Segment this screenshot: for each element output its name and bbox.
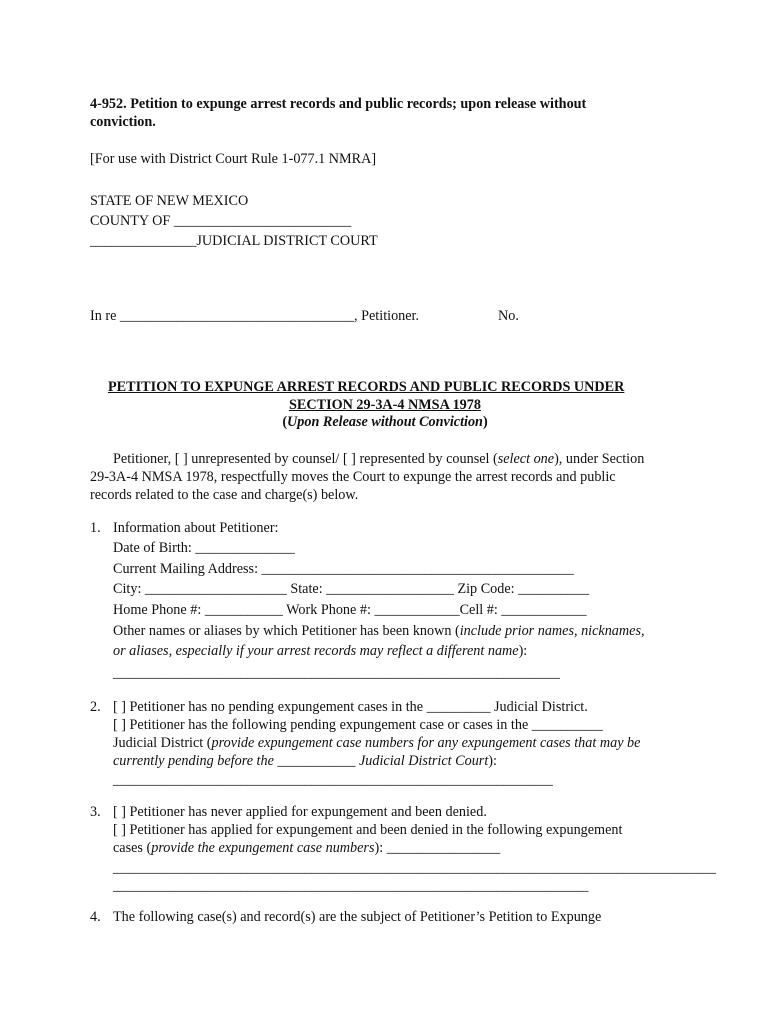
- rule-note: [For use with District Court Rule 1-077.1 NMRA]: [90, 151, 377, 167]
- in-re-line: In re _________________________________, Petitioner.: [90, 308, 420, 324]
- section4-number: 4.: [90, 909, 101, 925]
- city-state-zip-field: City: ____________________ State: __________________ Zip Code: __________: [113, 581, 590, 597]
- section3-line3: cases (provide the expungement case numbers): ________________: [113, 840, 501, 856]
- aliases-blank-line: _______________________________________________________________: [113, 665, 560, 681]
- intro-line2: 29-3A-4 NMSA 1978, respectfully moves the Court to expunge the arrest records and public: [90, 469, 616, 485]
- section2-line2: [ ] Petitioner has the following pending expungement case or cases in the __________: [113, 717, 603, 733]
- petition-title-line1: PETITION TO EXPUNGE ARREST RECORDS AND PUBLIC RECORDS UNDER: [108, 379, 625, 395]
- district-line: _______________JUDICIAL DISTRICT COURT: [90, 233, 378, 249]
- form-title-line1: 4-952. Petition to expunge arrest records and public records; upon release without: [90, 96, 587, 112]
- aliases-line2: or aliases, especially if your arrest records may reflect a different name):: [113, 643, 528, 659]
- section2-line1: [ ] Petitioner has no pending expungement cases in the _________ Judicial District.: [113, 699, 588, 715]
- mailing-address-field: Current Mailing Address: ____________________________________________: [113, 561, 574, 577]
- state-line: STATE OF NEW MEXICO: [90, 193, 249, 209]
- dob-field: Date of Birth: ______________: [113, 540, 295, 556]
- section2-line3: Judicial District (provide expungement case numbers for any expungement cases that may be: [113, 735, 641, 751]
- section4-line1: The following case(s) and record(s) are the subject of Petitioner’s Petition to Expunge: [113, 909, 602, 925]
- county-line: COUNTY OF _________________________: [90, 213, 352, 229]
- petition-title-line2: SECTION 29-3A-4 NMSA 1978: [289, 397, 481, 413]
- section2-blank-line: ______________________________________________________________: [113, 772, 553, 788]
- section1-heading: Information about Petitioner:: [113, 520, 279, 536]
- section2-line4: currently pending before the ___________ Judicial District Court):: [113, 753, 497, 769]
- petition-subtitle: (Upon Release without Conviction): [282, 414, 488, 430]
- case-number-label: No.: [498, 308, 519, 324]
- section1-number: 1.: [90, 520, 101, 536]
- intro-line1: Petitioner, [ ] unrepresented by counsel/ [ ] represented by counsel (select one), under Section: [113, 451, 645, 467]
- section3-blank-line2: ___________________________________________________________________: [113, 878, 589, 894]
- section3-blank-line1: _____________________________________________________________________________________: [113, 860, 716, 876]
- section2-number: 2.: [90, 699, 101, 715]
- intro-line3: records related to the case and charge(s) below.: [90, 487, 359, 503]
- phone-fields: Home Phone #: ___________ Work Phone #: ____________Cell #: ____________: [113, 602, 587, 618]
- section3-number: 3.: [90, 804, 101, 820]
- section3-line2: [ ] Petitioner has applied for expungement and been denied in the following expungement: [113, 822, 623, 838]
- form-title-line2: conviction.: [90, 114, 156, 130]
- section3-line1: [ ] Petitioner has never applied for expungement and been denied.: [113, 804, 487, 820]
- aliases-line1: Other names or aliases by which Petitioner has been known (include prior names, nicknames,: [113, 623, 645, 639]
